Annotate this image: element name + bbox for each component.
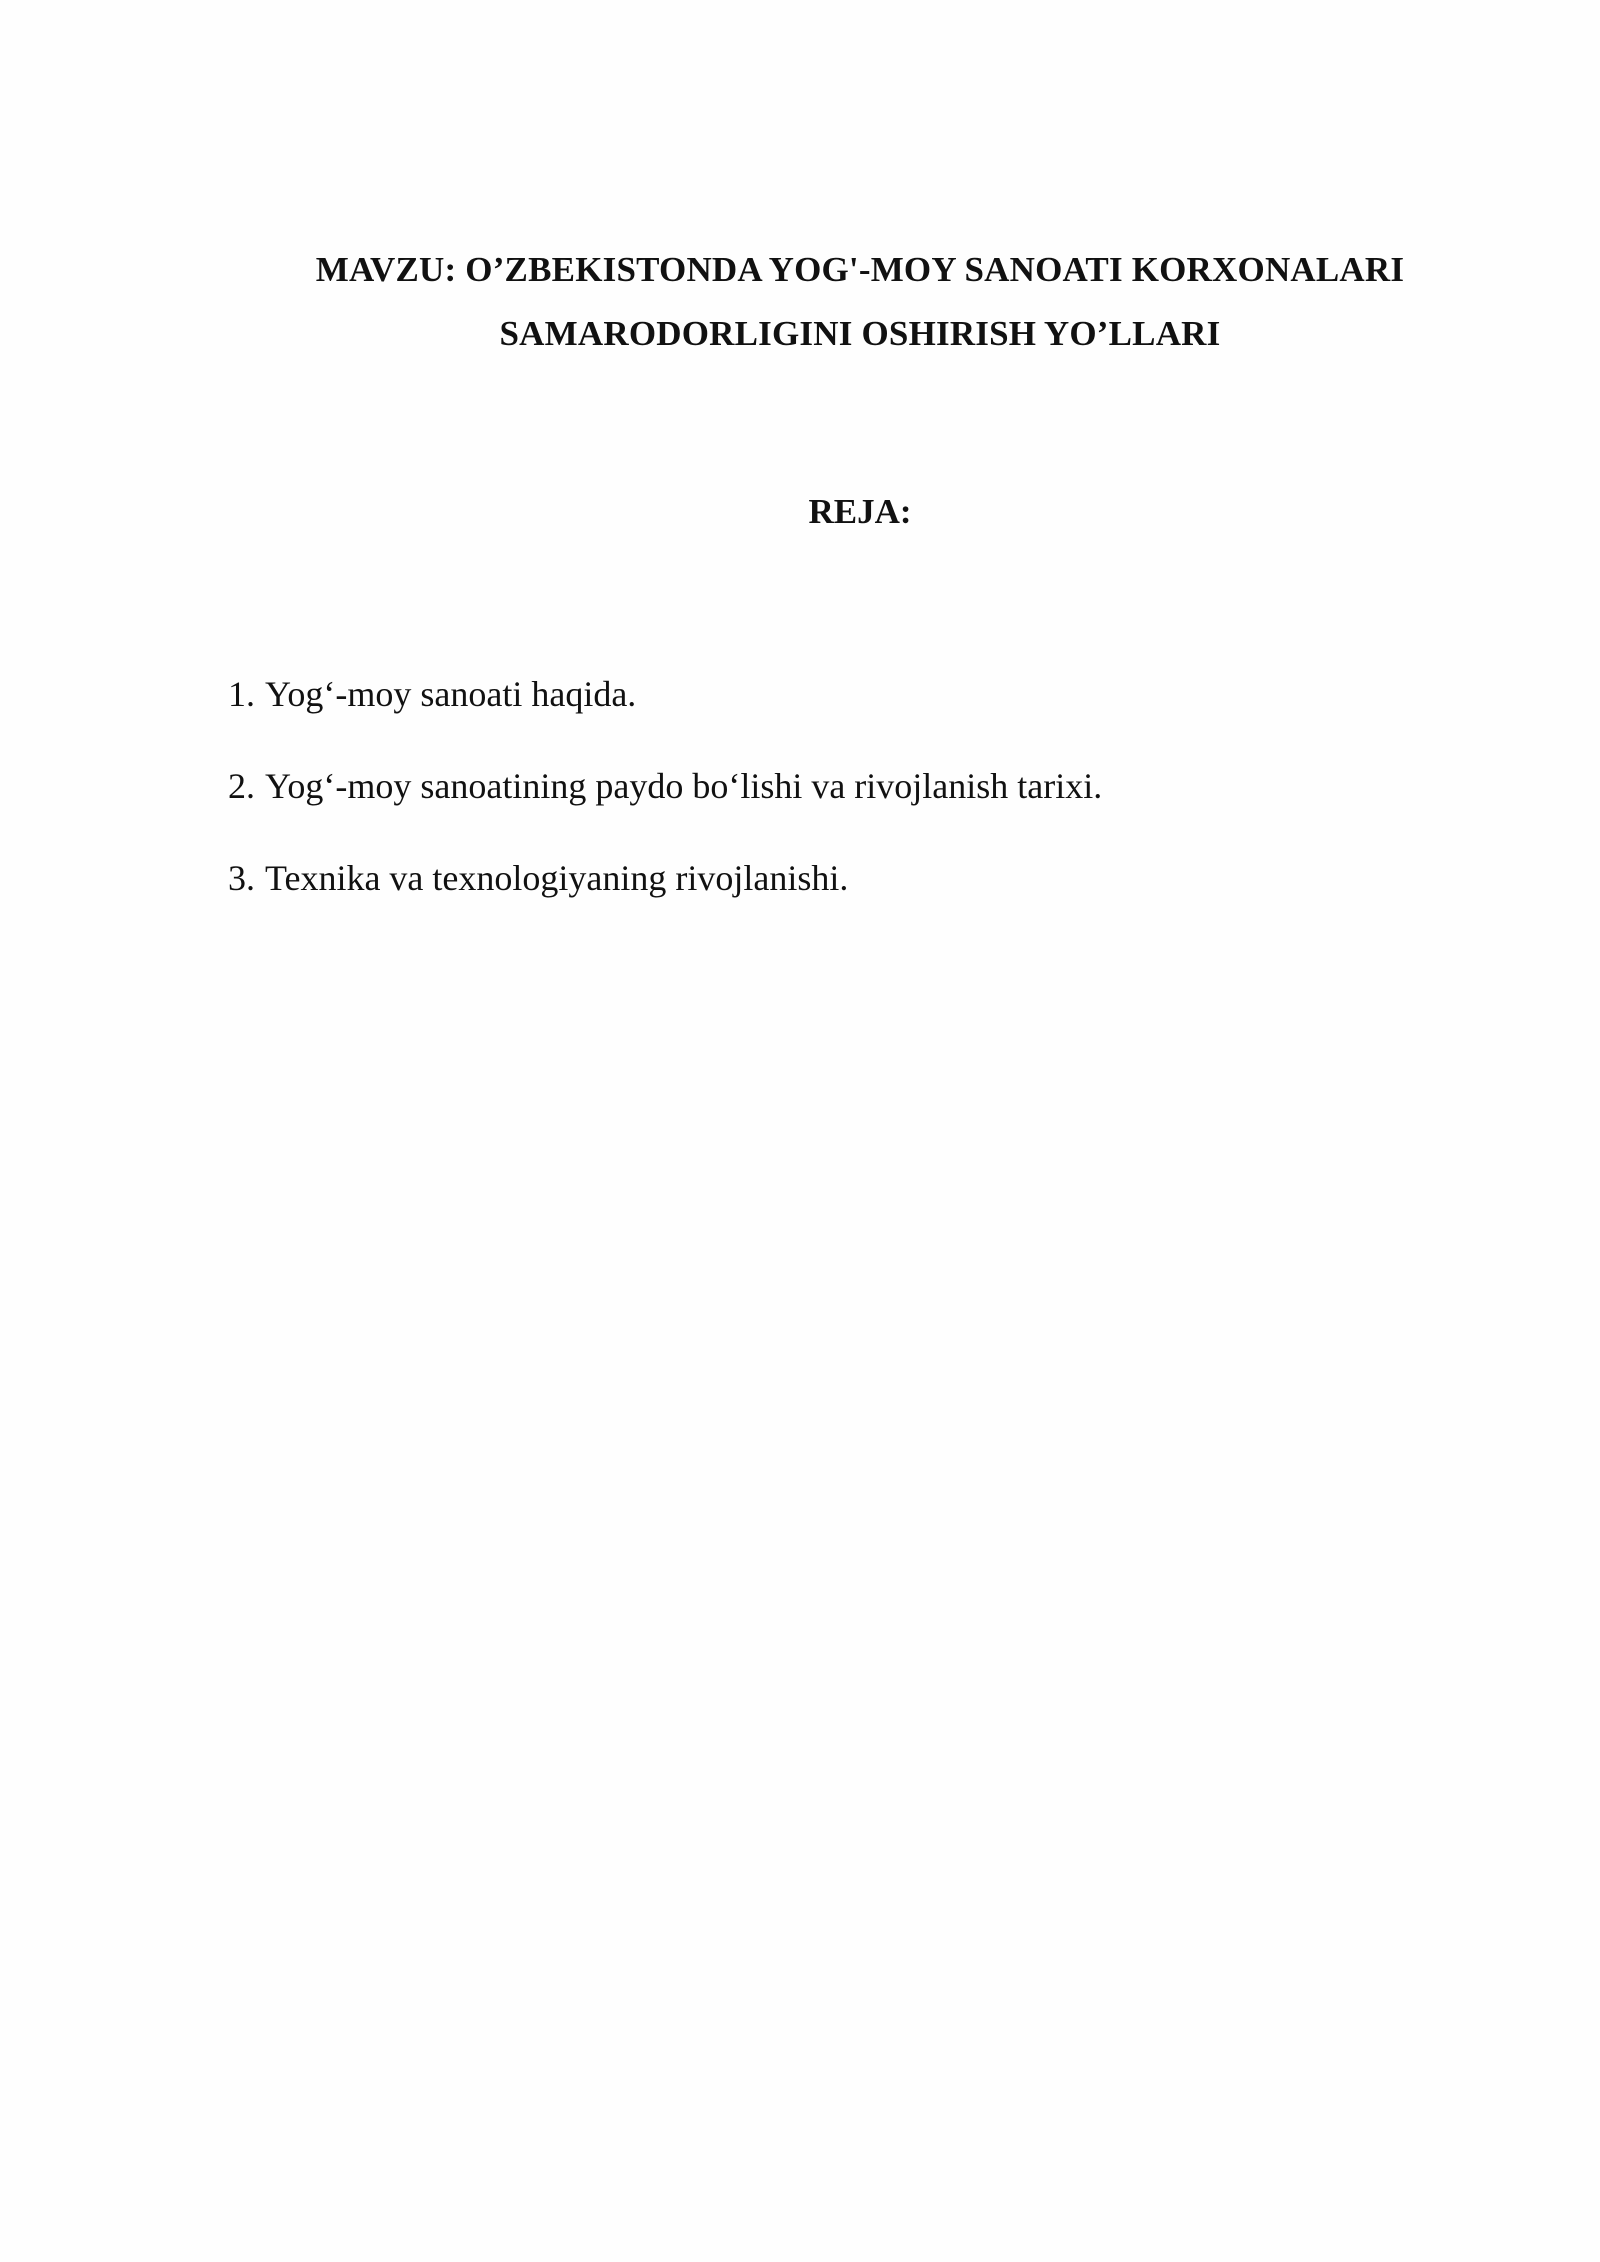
document-title: [230, 238, 1490, 366]
plan-item-number: 1.: [228, 674, 255, 714]
title-line-2: SAMARODORLIGINI OSHIRISH YO’LLARI: [499, 314, 1221, 353]
plan-item-text: Yog‘-moy sanoatining paydo bo‘lishi va rivojlanish tarixi.: [265, 766, 1103, 806]
plan-item-2: [228, 764, 1428, 808]
plan-heading: REJA:: [808, 492, 912, 531]
plan-item-number: 3.: [228, 858, 255, 898]
title-line-1: MAVZU: O’ZBEKISTONDA YOG'-MOY SANOATI KORXONALARI: [315, 250, 1405, 289]
plan-item-3: [228, 856, 1428, 900]
plan-item-1: [228, 672, 1428, 716]
plan-item-number: 2.: [228, 766, 255, 806]
plan-item-text: Texnika va texnologiyaning rivojlanishi.: [265, 858, 849, 898]
plan-list: [228, 672, 1428, 948]
plan-item-text: Yog‘-moy sanoati haqida.: [265, 674, 637, 714]
